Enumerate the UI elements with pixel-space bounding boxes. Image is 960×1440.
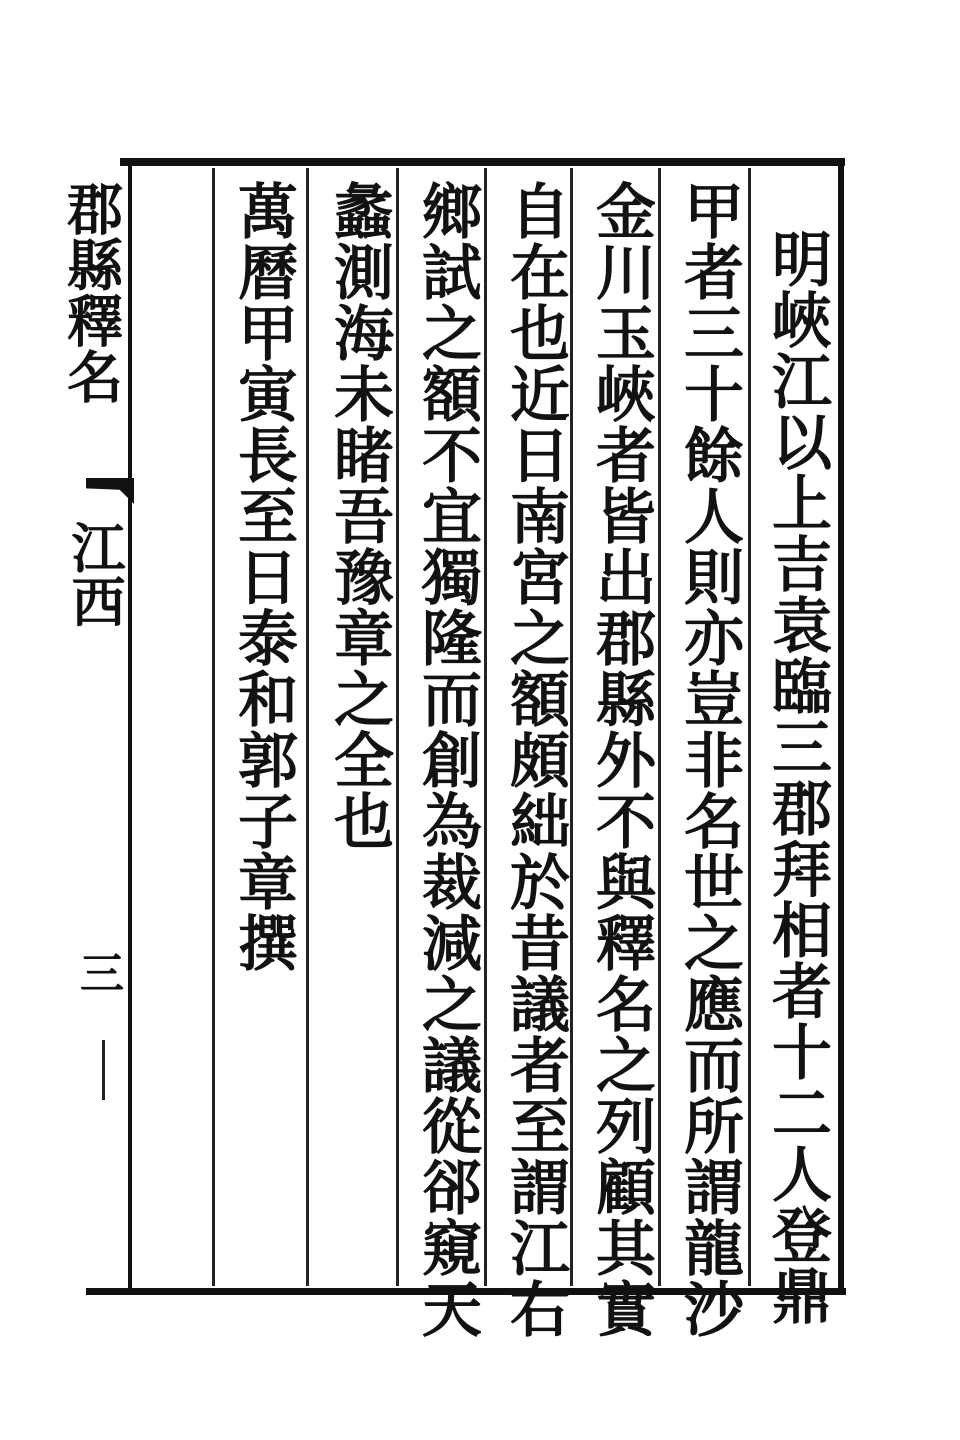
frame-left-border [128,160,132,1290]
text-column-7: 萬曆甲寅長至日泰和郭子章撰 [228,180,298,973]
text-column-2: 甲者三十餘人則亦豈非名世之應而所謂龍沙 [674,180,744,1339]
text-column-1: 明峽江以上吉袁臨三郡拜相者十二人登鼎 [762,228,832,1326]
margin-divider [102,1040,105,1100]
margin-book-title: 郡縣釋名 [58,180,124,404]
text-column-4: 自在也近日南宮之額頗絀於昔議者至謂江右 [500,180,570,1339]
frame-top-border [120,158,845,166]
text-column-3: 金川玉峽者皆出郡縣外不與釋名之列顧其實 [586,180,656,1339]
column-rule [212,168,215,1286]
margin-section-title: 江西 [63,520,127,628]
text-column-6: 蠡測海未睹吾豫章之全也 [324,180,394,851]
text-column-5: 鄉試之額不宜獨隆而創為裁減之議從郤窺天 [412,180,482,1339]
margin-folio-number: 三 [72,950,123,994]
